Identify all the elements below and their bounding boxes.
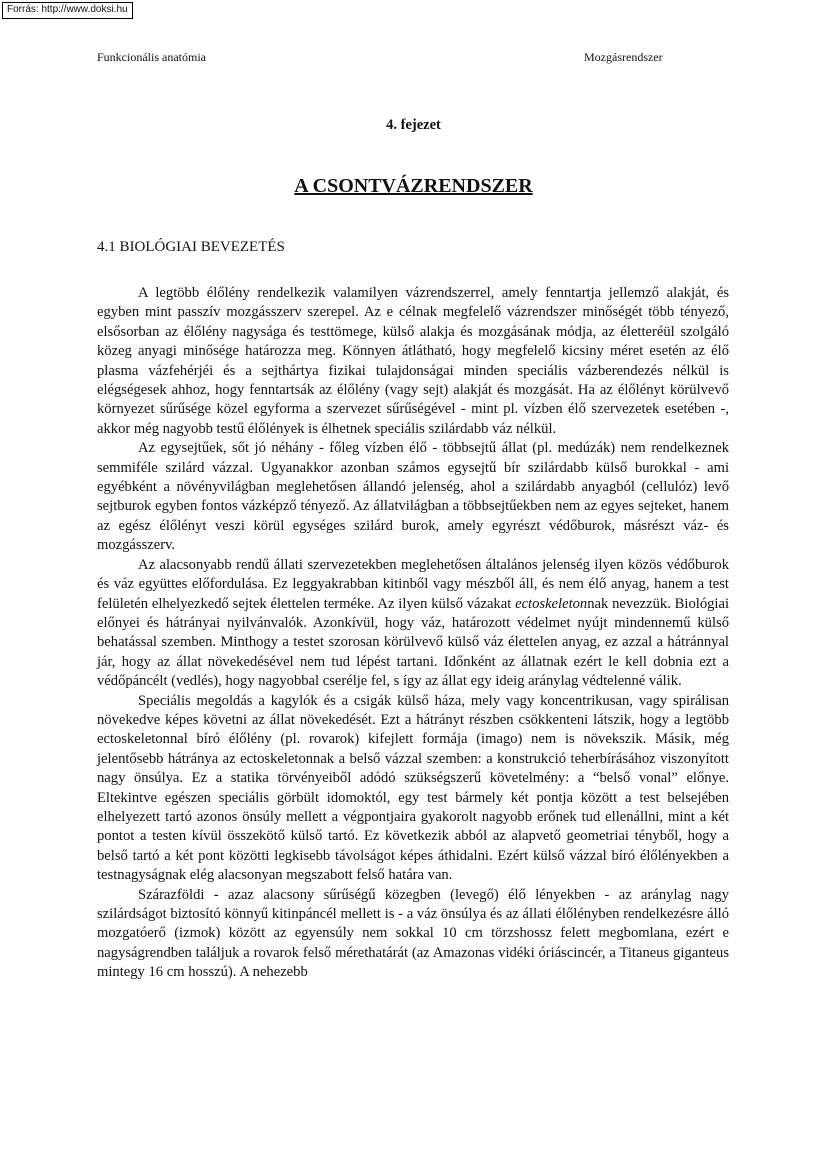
section-heading: 4.1 BIOLÓGIAI BEVEZETÉS: [97, 239, 285, 255]
body-text: [97, 284, 729, 983]
paragraph-5: Szárazföldi - azaz alacsony sűrűségű közegben (levegő) élő lényekben - az aránylag nagy szilárdságot biztosító könnyű kitinpáncél mellett is - a váz önsúlya és az állati élőlényben rendelkezésre álló mozgatóerő (izmok) között az egyensúly nem sokkal 10 cm törzshossz felett megbomlana, ezért e nagyságrendben találjuk a rovarok felső mérethatárát (az Amazonas vidéki óriáscincér, a Titaneus giganteus mintegy 16 cm hosszú). A nehezebb: [97, 886, 729, 981]
term-ectoskeleton: ectoskeleton: [515, 595, 588, 612]
page-title: A CSONTVÁZRENDSZER: [294, 175, 533, 197]
paragraph-4: Speciális megoldás a kagylók és a csigák külső háza, mely vagy koncentrikusan, vagy spirálisan növekedve képes követni az állat növekedését. Ezt a hátrányt részben csökkenteni látszik, hogy a legtöbb ectoskeletonnal bíró élőlény (pl. rovarok) kifejlett formája (imago) nem is növekszik. Másik, még jelentősebb hátránya az ectoskeletonnak a belső vázzal szemben: a konstrukció teherbírásához viszonyított nagy önsúlya. Ez a statika törvényeiből adódó szükségszerű követelmény: a “belső vonal” előnye. Eltekintve egészen speciális görbült idomoktól, egy test bármely két pontja között a test belsejében elhelyezett tartó azonos önsúly mellett a végpontjaira gyakorolt nagyobb erőnek tud ellenállni, mint a két pontot a testen kívül összekötő külső tartó. Ez következik abból az alapvető geometriai tényből, hogy a belső tartó a két pont közötti legkisebb távolságot képes áthidalni. Ezért külső vázzal bíró élőlényekben a testnagyságnak elég alacsonyan megszabott felső határa van.: [97, 692, 729, 884]
running-header-right: Mozgásrendszer: [584, 50, 663, 64]
paragraph-3-after: nak nevezzük. Biológiai előnyei és hátrányai nyilvánvalók. Azonkívül, hogy váz, határozott védelmet nyújt mindennemű külső behatással szemben. Minthogy a testet szorosan körülvevő külső váz élettelen anyag, ez azzal a hátránnyal jár, hogy az állat növekedésével nem tud lépést tartani. Időnként az állatnak ezért le kell dobnia ezt a védőpáncélt (vedlés), hogy nagyobbal cserélje fel, s így az állat egy ideig aránylag védtelenné válik.: [97, 595, 729, 690]
chapter-label: 4. fejezet: [386, 117, 441, 133]
running-header-left: Funkcionális anatómia: [97, 50, 206, 64]
source-label: Forrás: http://www.doksi.hu: [2, 2, 133, 19]
paragraph-2: Az egysejtűek, sőt jó néhány - főleg vízben élő - többsejtű állat (pl. medúzák) nem rendelkeznek semmiféle szilárd vázzal. Ugyanakkor azonban számos egysejtű bír szilárdabb külső burokkal - ami egyébként a növényvilágban meglehetősen állandó jelenség, ahol a szilárdabb anyagból (cellulóz) levő sejtburok egyben fontos vázképző tényező. Az állatvilágban a többsejtűekben nem az egyes sejteket, hanem az egész élőlényt veszi körül egységes szilárd burok, amely egyrészt védőburok, másrészt váz- és mozgásszerv.: [97, 440, 729, 554]
paragraph-3: [97, 556, 729, 692]
paragraph-1: A legtöbb élőlény rendelkezik valamilyen vázrendszerrel, amely fenntartja jellemző alakját, és egyben mint passzív mozgásszerv szerepel. Az e célnak megfelelő vázrendszer minőségét több tényező, elsősorban az élőlény nagysága és testtömege, külső alakja és mozgásának módja, az életteréül szolgáló közeg anyagi minősége határozza meg. Könnyen átlátható, hogy megfelelő kicsiny méret esetén az élő plasma vázfehérjéi és a sejthártya fizikai tulajdonságai minden speciális vázberendezés nélkül is elégségesek ahhoz, hogy fenntartsák az élőlény (vagy sejt) alakját és mozgását. Ha az élőlényt körülvevő környezet sűrűsége közel egyforma a szervezet sűrűségével - mint pl. vízben élő szervezetek esetében -, akkor még nagyobb testű élőlények is élhetnek speciális szilárdabb váz nélkül.: [97, 285, 729, 437]
paragraph-3-before: Az alacsonyabb rendű állati szervezetekben meglehetősen általános jelenség ilyen közös védőburok és váz együttes előfordulása. Ez leggyakrabban kitinből vagy mészből áll, és nem élő anyag, hanem a test felületén elhelyezkedő sejtek élettelen terméke. Az ilyen külső vázakat: [97, 556, 729, 612]
